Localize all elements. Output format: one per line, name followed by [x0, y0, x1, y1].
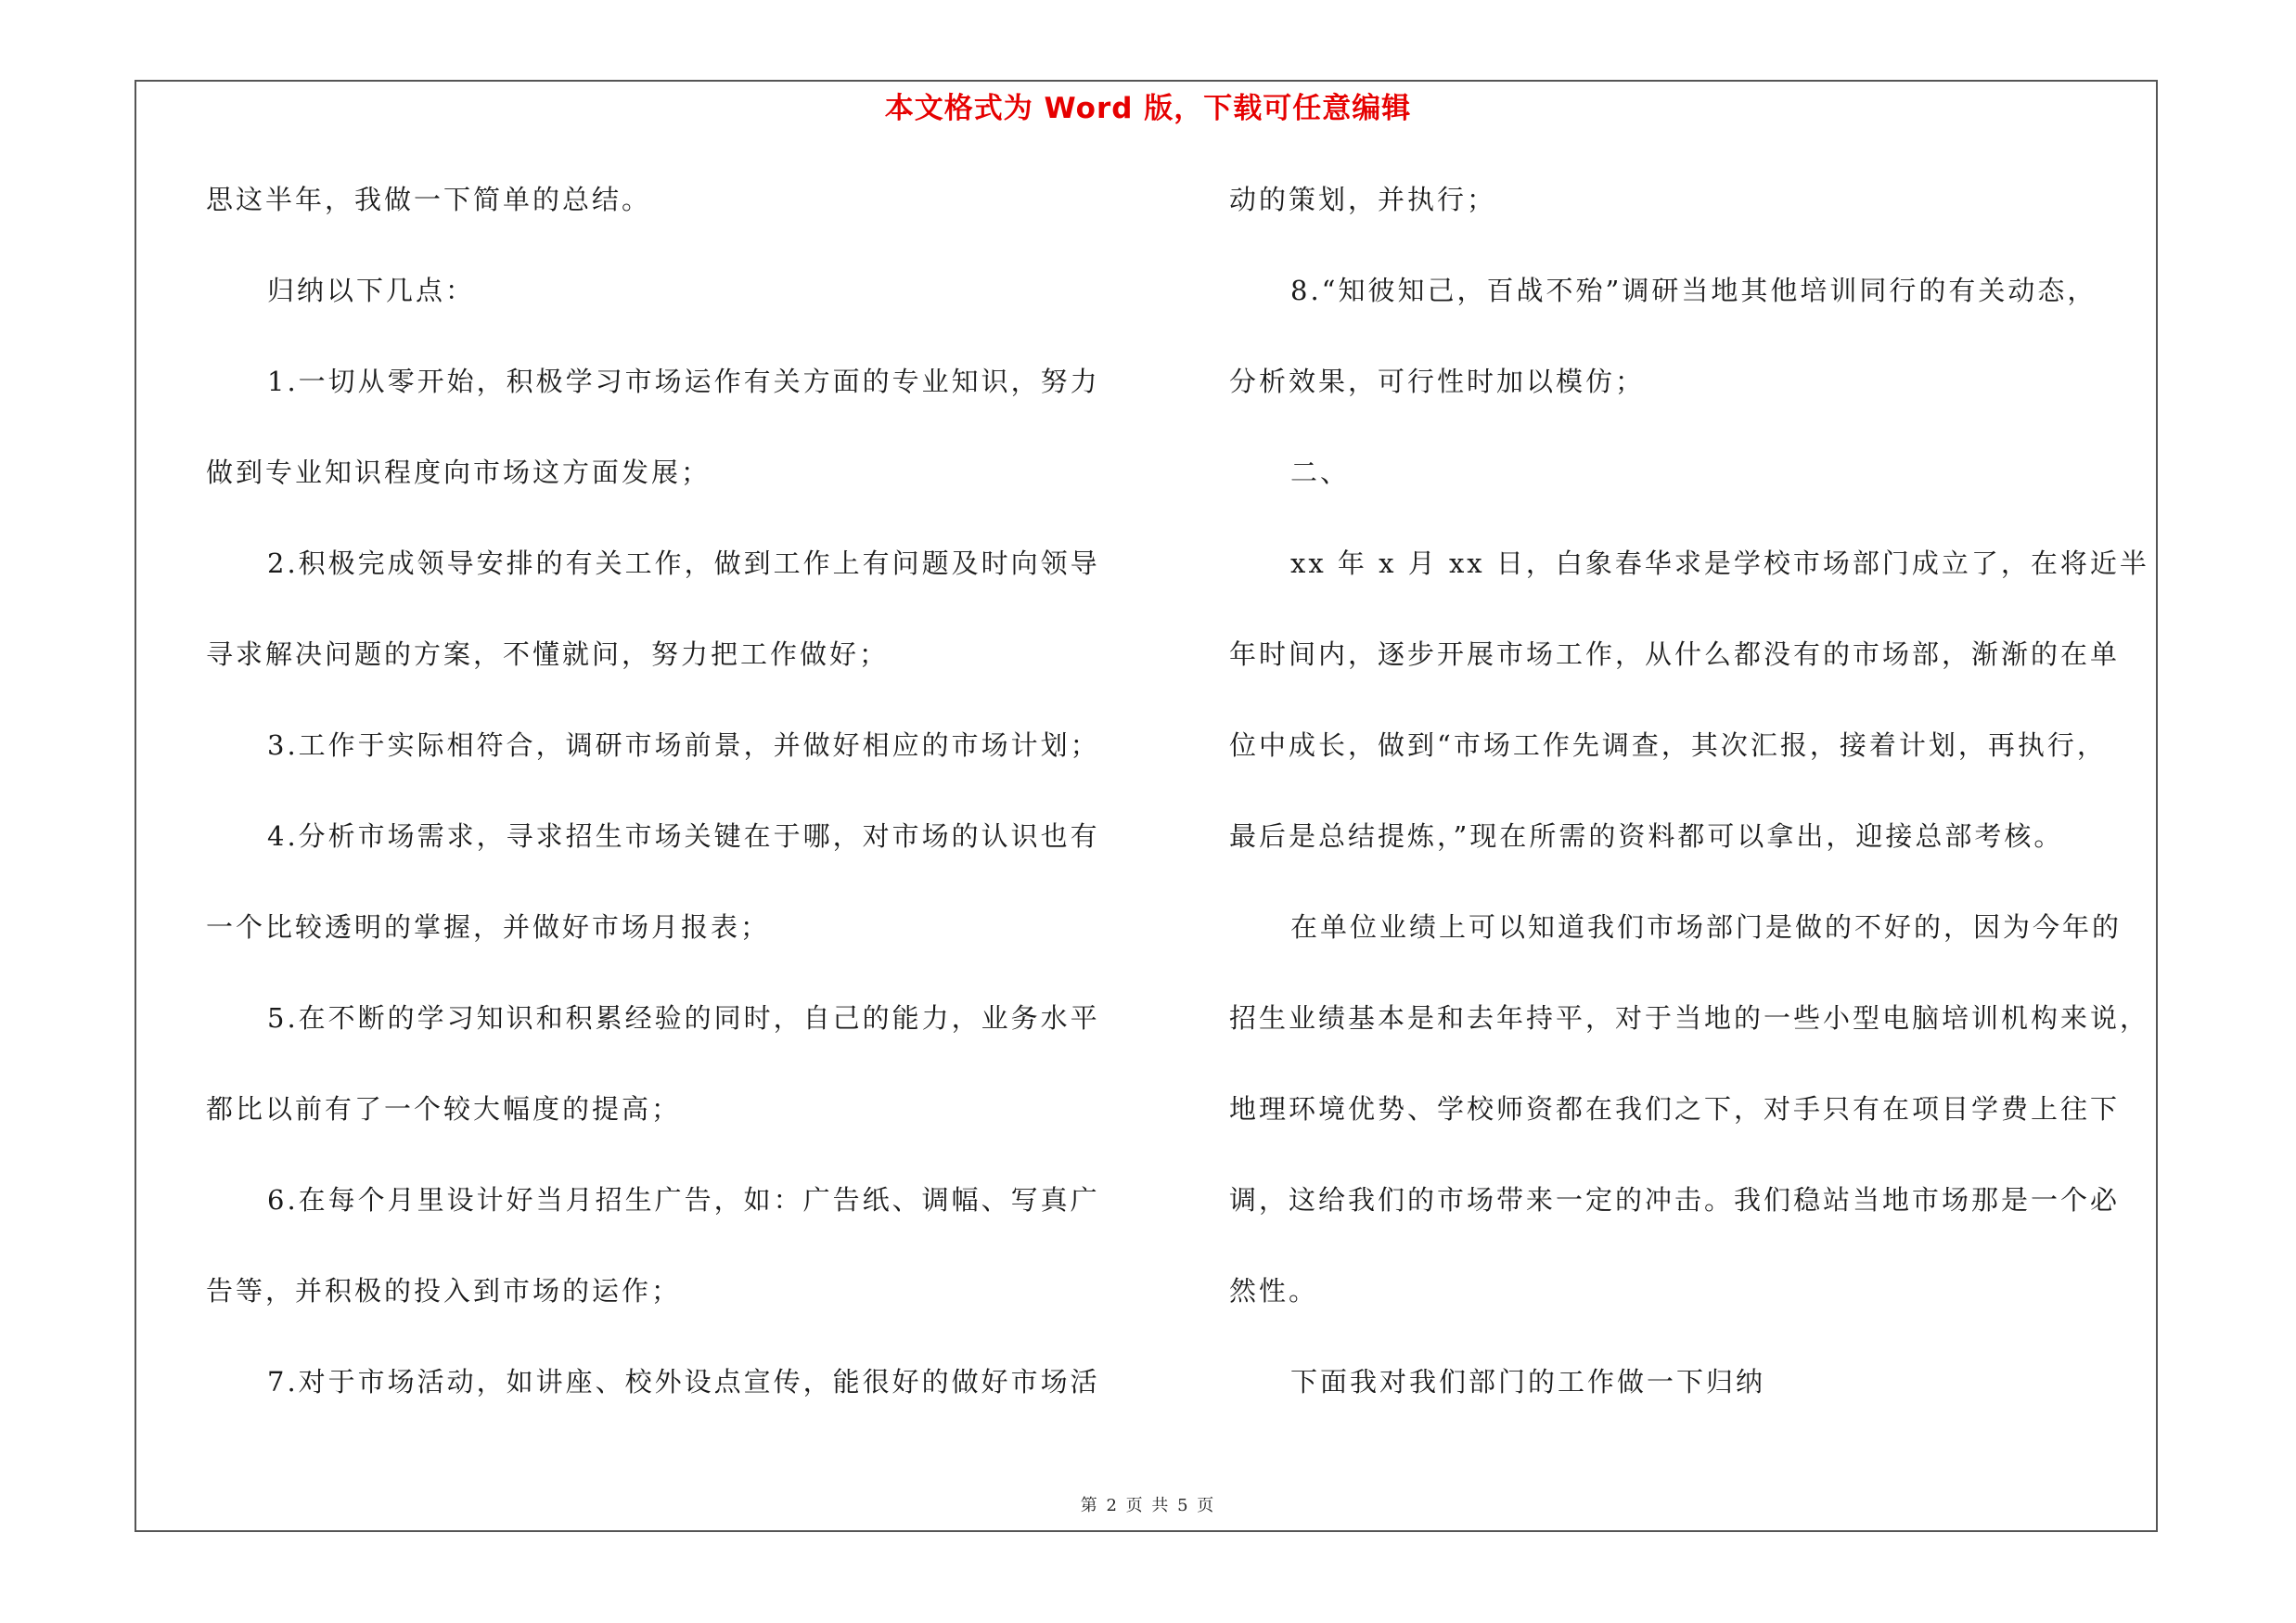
text-line: 一个比较透明的掌握，并做好市场月报表；	[206, 911, 771, 943]
text-line: 8.“知彼知己，百战不殆”调研当地其他培训同行的有关动态，	[1290, 275, 2097, 306]
text-line: 地理环境优势、学校师资都在我们之下，对手只有在项目学费上往下	[1229, 1093, 2121, 1125]
text-line: 最后是总结提炼，”现在所需的资料都可以拿出，迎接总部考核。	[1229, 820, 2064, 852]
text-line: 调，这给我们的市场带来一定的冲击。我们稳站当地市场那是一个必	[1229, 1184, 2121, 1216]
text-line: xx 年 x 月 xx 日，白象春华求是学校市场部门成立了，在将近半	[1290, 547, 2149, 579]
left-column	[206, 183, 1134, 1456]
page-number: 第 2 页 共 5 页	[1080, 1496, 1216, 1515]
text-line: 做到专业知识程度向市场这方面发展；	[206, 457, 712, 488]
text-line: 2.积极完成领导安排的有关工作，做到工作上有问题及时向领导	[267, 547, 1100, 579]
section-heading: 二、	[1290, 457, 1351, 488]
text-line: 分析效果，可行性时加以模仿；	[1229, 366, 1646, 397]
right-column	[1229, 183, 2171, 1456]
text-line: 位中成长，做到“市场工作先调查，其次汇报，接着计划，再执行，	[1229, 729, 2107, 761]
text-line: 告等，并积极的投入到市场的运作；	[206, 1275, 682, 1307]
text-line: 都比以前有了一个较大幅度的提高；	[206, 1093, 682, 1125]
text-line: 3.工作于实际相符合，调研市场前景，并做好相应的市场计划；	[267, 729, 1100, 761]
text-line: 5.在不断的学习知识和积累经验的同时，自己的能力，业务水平	[267, 1002, 1100, 1034]
text-line: 思这半年，我做一下简单的总结。	[206, 184, 652, 215]
format-banner: 本文格式为 Word 版，下载可任意编辑	[884, 92, 1412, 125]
text-line: 动的策划，并执行；	[1229, 184, 1497, 215]
text-line: 招生业绩基本是和去年持平，对于当地的一些小型电脑培训机构来说，	[1229, 1002, 2150, 1034]
text-line: 6.在每个月里设计好当月招生广告，如：广告纸、调幅、写真广	[267, 1184, 1100, 1216]
text-line: 4.分析市场需求，寻求招生市场关键在于哪，对市场的认识也有	[267, 820, 1100, 852]
text-line: 归纳以下几点：	[267, 275, 476, 306]
text-line: 在单位业绩上可以知道我们市场部门是做的不好的，因为今年的	[1290, 911, 2123, 943]
text-line: 然性。	[1229, 1275, 1319, 1307]
text-line: 寻求解决问题的方案，不懂就问，努力把工作做好；	[206, 638, 890, 670]
text-line: 年时间内，逐步开展市场工作，从什么都没有的市场部，渐渐的在单	[1229, 638, 2121, 670]
text-line: 下面我对我们部门的工作做一下归纳	[1290, 1366, 1766, 1398]
text-line: 7.对于市场活动，如讲座、校外设点宣传，能很好的做好市场活	[267, 1366, 1100, 1398]
text-line: 1.一切从零开始，积极学习市场运作有关方面的专业知识，努力	[267, 366, 1100, 397]
